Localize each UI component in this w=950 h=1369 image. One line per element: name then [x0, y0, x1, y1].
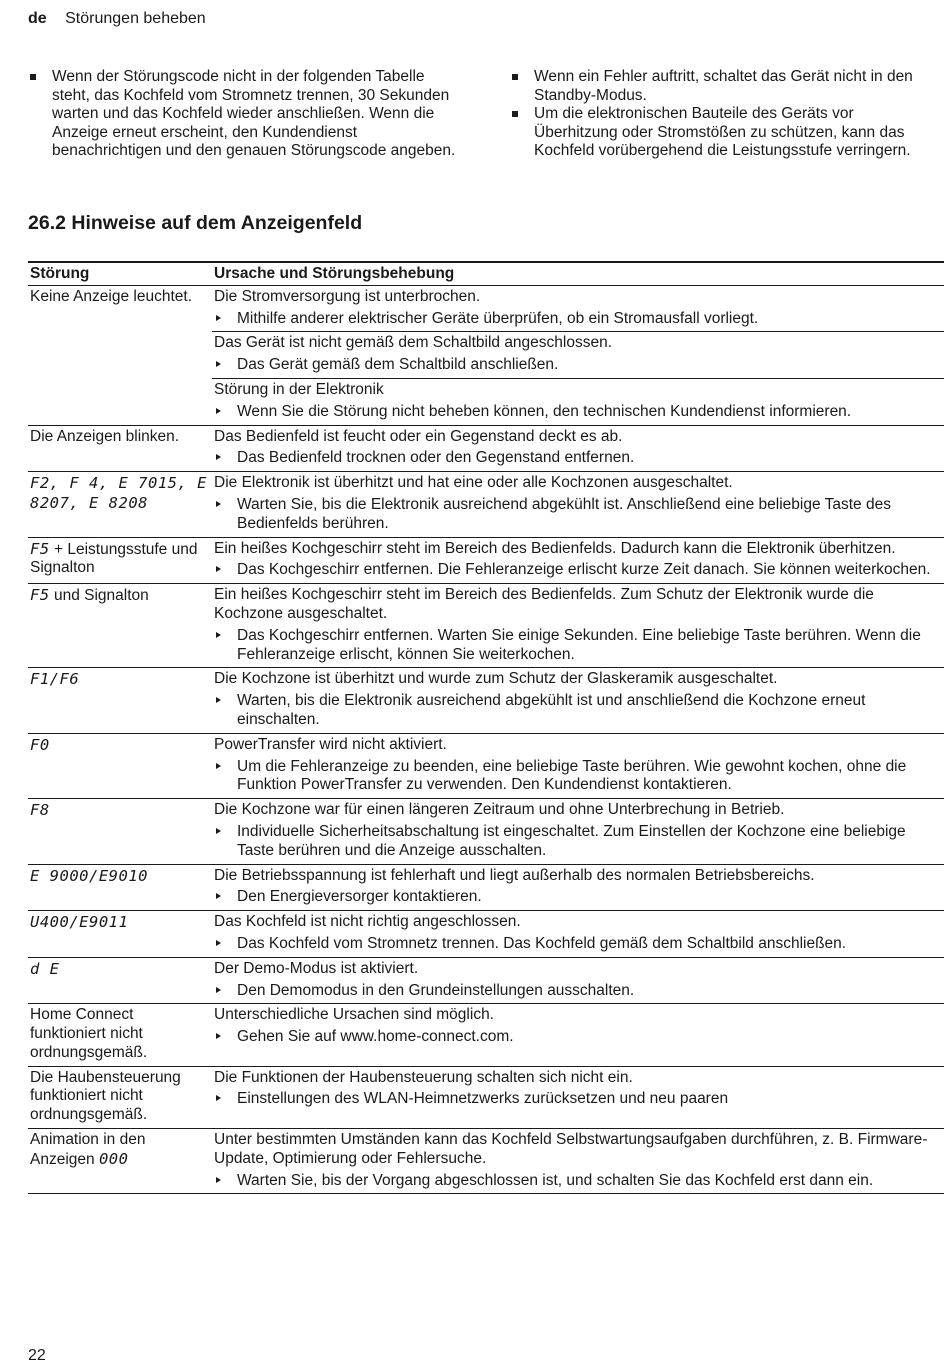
fault-code: E 9000/E9010	[30, 866, 148, 885]
table-row	[28, 1129, 944, 1194]
fault-cell	[28, 957, 212, 1004]
table-row	[28, 537, 944, 584]
cause-cell	[212, 911, 944, 958]
table-row	[28, 472, 944, 537]
cause-text: Unter bestimmten Umständen kann das Kochfeld Selbstwartungsaufgaben durchführen, z. B. Firmware-Update, Optimierung oder Fehlersuche.	[214, 1131, 928, 1167]
cause-cell	[212, 799, 944, 864]
fault-table	[28, 261, 944, 1194]
remedy-text: Um die Fehleranzeige zu beenden, eine beliebige Taste berühren. Wie gewohnt kochen, ohne die Funktion PowerTransfer zu verwenden. Den Kundendienst kontaktieren.	[214, 758, 942, 796]
cause-cell	[212, 733, 944, 798]
fault-cell	[28, 799, 212, 864]
remedy-text: Den Energieversorger kontaktieren.	[214, 888, 942, 907]
fault-code: U400/E9011	[30, 913, 129, 932]
table-row	[28, 1066, 944, 1128]
intro-left-column	[28, 68, 458, 161]
intro-right-column	[510, 68, 932, 161]
fault-cell	[28, 668, 212, 733]
cause-text: Die Betriebsspannung ist fehlerhaft und liegt außerhalb des normalen Betriebsbereichs.	[214, 866, 815, 884]
fault-code: 000	[98, 1149, 129, 1168]
fault-code: F1/F6	[30, 670, 80, 689]
remedy-text: Das Kochgeschirr entfernen. Warten Sie einige Sekunden. Eine beliebige Taste berühren. Wenn die Fehleranzeige erlischt, können Sie weiterkochen.	[214, 627, 942, 665]
section-title: 26.2 Hinweise auf dem Anzeigenfeld	[28, 212, 363, 234]
fault-code: F8	[30, 801, 50, 820]
cause-cell	[212, 425, 944, 472]
intro-bullet: Wenn der Störungscode nicht in der folgenden Tabelle steht, das Kochfeld vom Stromnetz trennen, 30 Sekunden warten und das Kochfeld wieder anschließen. Wenn die Anzeige erneut erscheint, den Kundendienst benachrichtigen und den genauen Störungscode angeben.	[28, 68, 458, 161]
table-row	[28, 1004, 944, 1066]
remedy-text: Das Kochgeschirr entfernen. Die Fehleranzeige erlischt kurze Zeit danach. Sie können weiterkochen.	[214, 561, 942, 580]
page-number: 22	[28, 1347, 46, 1364]
remedy-text: Warten, bis die Elektronik ausreichend abgekühlt ist und anschließend die Kochzone erneut einschalten.	[214, 692, 942, 730]
cause-cell	[212, 1066, 944, 1128]
cause-text: Unterschiedliche Ursachen sind möglich.	[214, 1006, 494, 1024]
table-row	[28, 668, 944, 733]
table-row	[28, 285, 944, 332]
cause-cell	[212, 668, 944, 733]
cause-text: Ein heißes Kochgeschirr steht im Bereich des Bedienfelds. Dadurch kann die Elektronik überhitzen.	[214, 539, 896, 557]
cause-cell	[212, 537, 944, 584]
table-row	[28, 425, 944, 472]
cause-cell	[212, 1004, 944, 1066]
fault-suffix: und Signalton	[49, 587, 149, 605]
cause-cell	[212, 332, 944, 379]
cause-cell	[212, 864, 944, 911]
remedy-text: Individuelle Sicherheitsabschaltung ist eingeschaltet. Zum Einstellen der Kochzone eine beliebige Taste berühren und die Anzeige ausschalten.	[214, 823, 942, 861]
table-row	[28, 864, 944, 911]
cause-text: Störung in der Elektronik	[214, 380, 384, 398]
fault-suffix: + Leistungsstufe und Signalton	[30, 540, 198, 577]
fault-code: F0	[30, 735, 50, 754]
cause-text: PowerTransfer wird nicht aktiviert.	[214, 735, 447, 753]
cause-cell	[212, 378, 944, 425]
cause-text: Die Kochzone ist überhitzt und wurde zum Schutz der Glaskeramik ausgeschaltet.	[214, 670, 778, 688]
remedy-text: Das Gerät gemäß dem Schaltbild anschließen.	[214, 356, 942, 375]
cause-text: Die Funktionen der Haubensteuerung schalten sich nicht ein.	[214, 1068, 633, 1086]
fault-cell	[28, 864, 212, 911]
table-row	[28, 584, 944, 668]
fault-code: F5	[30, 539, 50, 558]
fault-cell: Die Haubensteuerung funktioniert nicht ordnungsgemäß.	[28, 1066, 212, 1128]
cause-cell	[212, 285, 944, 332]
remedy-text: Einstellungen des WLAN-Heimnetzwerks zurücksetzen und neu paaren	[214, 1090, 942, 1109]
fault-cell	[28, 911, 212, 958]
table-header-row	[28, 262, 944, 285]
cause-cell	[212, 957, 944, 1004]
fault-cell	[28, 584, 212, 668]
column-header-cause: Ursache und Störungsbehebung	[212, 262, 944, 285]
cause-text: Das Kochfeld ist nicht richtig angeschlossen.	[214, 913, 521, 931]
cause-text: Das Gerät ist nicht gemäß dem Schaltbild angeschlossen.	[214, 334, 613, 352]
cause-cell	[212, 584, 944, 668]
cause-cell	[212, 1129, 944, 1194]
fault-cell: Home Connect funktioniert nicht ordnungsgemäß.	[28, 1004, 212, 1066]
remedy-text: Das Kochfeld vom Stromnetz trennen. Das Kochfeld gemäß dem Schaltbild anschließen.	[214, 935, 942, 954]
cause-text: Der Demo-Modus ist aktiviert.	[214, 959, 419, 977]
fault-code: d E	[30, 959, 60, 978]
fault-cell: Die Anzeigen blinken.	[28, 425, 212, 472]
table-row	[28, 733, 944, 798]
remedy-text: Warten Sie, bis die Elektronik ausreichend abgekühlt ist. Anschließend eine beliebige Taste des Bedienfelds berühren.	[214, 496, 942, 534]
intro-bullet: Um die elektronischen Bauteile des Geräts vor Überhitzung oder Stromstößen zu schützen, kann das Kochfeld vorübergehend die Leistungsstufe verringern.	[510, 105, 932, 161]
page-header	[28, 10, 206, 28]
fault-cell	[28, 1129, 212, 1194]
cause-cell	[212, 472, 944, 537]
column-header-fault: Störung	[28, 262, 212, 285]
chapter-title: Störungen beheben	[65, 10, 206, 27]
fault-cell	[28, 733, 212, 798]
cause-text: Die Elektronik ist überhitzt und hat eine oder alle Kochzonen ausgeschaltet.	[214, 474, 733, 492]
remedy-text: Wenn Sie die Störung nicht beheben können, den technischen Kundendienst informieren.	[214, 403, 942, 422]
table-row	[28, 911, 944, 958]
remedy-text: Das Bedienfeld trocknen oder den Gegenstand entfernen.	[214, 449, 942, 468]
fault-cell	[28, 537, 212, 584]
fault-code: F2, F 4, E 7015, E 8207, E 8208	[30, 474, 207, 512]
fault-code: F5	[30, 586, 50, 605]
remedy-text: Den Demomodus in den Grundeinstellungen ausschalten.	[214, 982, 942, 1001]
table-row	[28, 957, 944, 1004]
remedy-text: Warten Sie, bis der Vorgang abgeschlossen ist, und schalten Sie das Kochfeld erst dann ein.	[214, 1172, 942, 1191]
cause-text: Die Stromversorgung ist unterbrochen.	[214, 287, 481, 305]
language-code: de	[28, 10, 47, 27]
intro-bullet: Wenn ein Fehler auftritt, schaltet das Gerät nicht in den Standby-Modus.	[510, 68, 932, 105]
cause-text: Ein heißes Kochgeschirr steht im Bereich des Bedienfelds. Zum Schutz der Elektronik wurde die Kochzone ausgeschaltet.	[214, 586, 874, 622]
cause-text: Das Bedienfeld ist feucht oder ein Gegenstand deckt es ab.	[214, 427, 623, 445]
table-row	[28, 799, 944, 864]
fault-text: Animation in den Anzeigen	[30, 1131, 146, 1168]
remedy-text: Gehen Sie auf www.home-connect.com.	[214, 1028, 942, 1047]
fault-cell: Keine Anzeige leuchtet.	[28, 285, 212, 425]
fault-cell	[28, 472, 212, 537]
cause-text: Die Kochzone war für einen längeren Zeitraum und ohne Unterbrechung in Betrieb.	[214, 801, 785, 819]
remedy-text: Mithilfe anderer elektrischer Geräte überprüfen, ob ein Stromausfall vorliegt.	[214, 310, 942, 329]
